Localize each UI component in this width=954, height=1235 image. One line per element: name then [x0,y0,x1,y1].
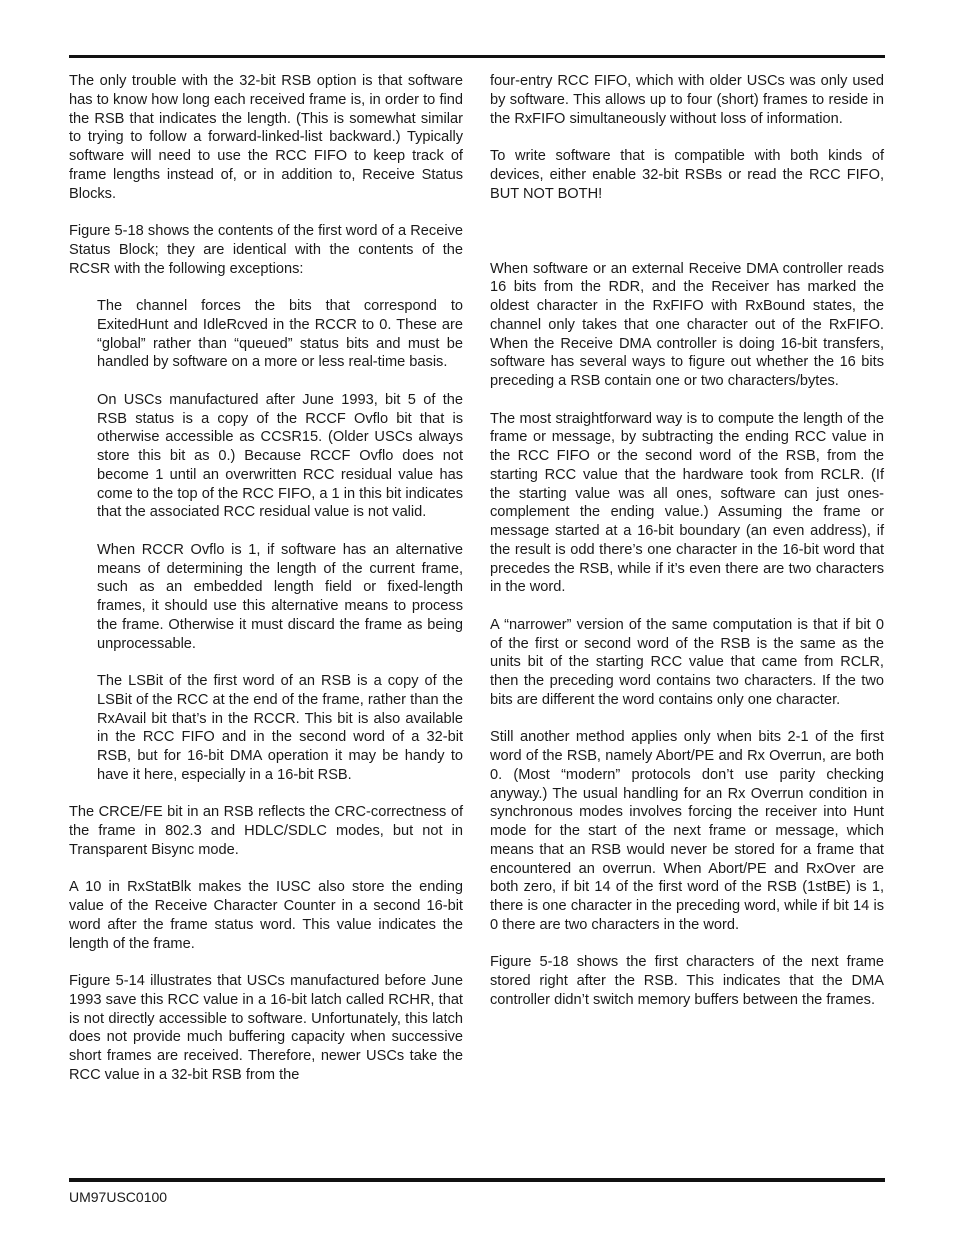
paragraph: Figure 5-18 shows the first characters of the next frame stored right after the RSB. This indicates that the DMA controller didn’t switch memory buffers between the frames. [490,954,884,1008]
exception-paragraph: The LSBit of the first word of an RSB is a copy of the LSBit of the RCC at the end of the frame, rather than the RxAvail bit that’s in the RCCR. This bit is also available in the RCC FIFO and in the second word of a 32-bit RSB, but for 16-bit DMA operation it may be handy to have it here, especially in a 16-bit RSB. [97,673,463,783]
paragraph: The CRCE/FE bit in an RSB reflects the CRC-correctness of the frame in 802.3 and HDLC/SDLC modes, but not in Transparent Bisync mode. [69,804,463,858]
paragraph: When software or an external Receive DMA controller reads 16 bits from the RDR, and the Receiver has marked the oldest character in the RxFIFO with RxBound states, the channel only takes that one character out of the RxFIFO. When the Receive DMA controller is doing 16-bit transfers, software has several ways to figure out whether the 16 bits preceding a RSB contain one or two characters/bytes. [490,260,884,389]
exception-paragraph: On USCs manufactured after June 1993, bit 5 of the RSB status is a copy of the RCCF Ovflo bit that is otherwise accessible as CCSR15. (Older USCs always store this bit as 0.) Because RCCF Ovflo does not become 1 until an overwritten RCC residual value has come to the top of the RCC FIFO, a 1 in this bit indicates that the associated RCC residual value is not valid. [97,391,463,521]
bottom-rule [69,1178,885,1182]
paragraph: A 10 in RxStatBlk makes the IUSC also store the ending value of the Receive Character Counter in a second 16-bit word after the frame status word. This value indicates the length of the frame. [69,879,463,952]
paragraph: The only trouble with the 32-bit RSB option is that software has to know how long each received frame is, in order to find the RSB that indicates the length. (This is somewhat similar to trying to follow a forward-linked-list backward.) Typically software will need to use the RCC FIFO to keep track of frame lengths instead of, or in addition to, Receive Status Blocks. [69,73,463,202]
paragraph: Figure 5-14 illustrates that USCs manufactured before June 1993 save this RCC value in a 16-bit latch called RCHR, that is not directly accessible to software. Unfortunately, this latch does not provide much buffering capacity when successive short frames are received. Therefore, newer USCs take the RCC value in a 32-bit RSB from the [69,973,463,1083]
paragraph: Still another method applies only when bits 2-1 of the first word of the RSB, namely Abort/PE and Rx Overrun, are both 0. (Most “modern” protocols don’t use parity checking anyway.) The usual handling for an Rx Overrun condition in synchronous modes involves forcing the receiver into Hunt mode for the start of the next frame or message, which means that an RSB would never be stored for a frame that encountered an overrun. When Abort/PE and RxOver are both zero, if bit 14 of the first word of the RSB (1stBE) is 1, there is one character in the preceding word, while if bit 14 is 0 there are two characters in the word. [490,729,884,933]
paragraph: four-entry RCC FIFO, which with older USCs was only used by software. This allows up to four (short) frames to reside in the RxFIFO simultaneously without loss of information. [490,73,884,127]
document-id: UM97USC0100 [69,1189,168,1205]
section-gap [490,222,884,260]
right-column [490,72,884,1028]
left-column [69,72,463,1103]
paragraph: To write software that is compatible with both kinds of devices, either enable 32-bit RSBs or read the RCC FIFO, BUT NOT BOTH! [490,148,884,202]
exception-paragraph: The channel forces the bits that correspond to ExitedHunt and IdleRcved in the RCCR to 0. These are “global” rather than “queued” status bits and must be handled by software on a more or less real-time basis. [97,298,463,371]
paragraph: A “narrower” version of the same computation is that if bit 0 of the first or second word of the RSB is the same as the units bit of the starting RCC value that came from RCLR, then the preceding word contains two characters. If the two bits are different the word contains only one character. [490,616,884,708]
exception-paragraph: When RCCR Ovflo is 1, if software has an alternative means of determining the length of the current frame, such as an embedded length field or fixed-length frames, it should use this alternative means to process the frame. Otherwise it must discard the frame as being unprocessable. [97,541,463,652]
top-rule [69,55,885,58]
paragraph: Figure 5-18 shows the contents of the first word of a Receive Status Block; they are identical with the contents of the RCSR with the following exceptions: [69,223,463,277]
paragraph: The most straightforward way is to compute the length of the frame or message, by subtracting the ending RCC value in the RCC FIFO or the second word of the RSB, from the starting RCC value that the hardware took from RCLR. (If the starting value was all ones, software can just ones-complement the ending value.) Assuming the frame or message started at a 16-bit boundary (an even address), if the result is odd there’s one character in the 16-bit word that precedes the RSB, while if it’s even there are two characters in the word. [490,410,884,596]
